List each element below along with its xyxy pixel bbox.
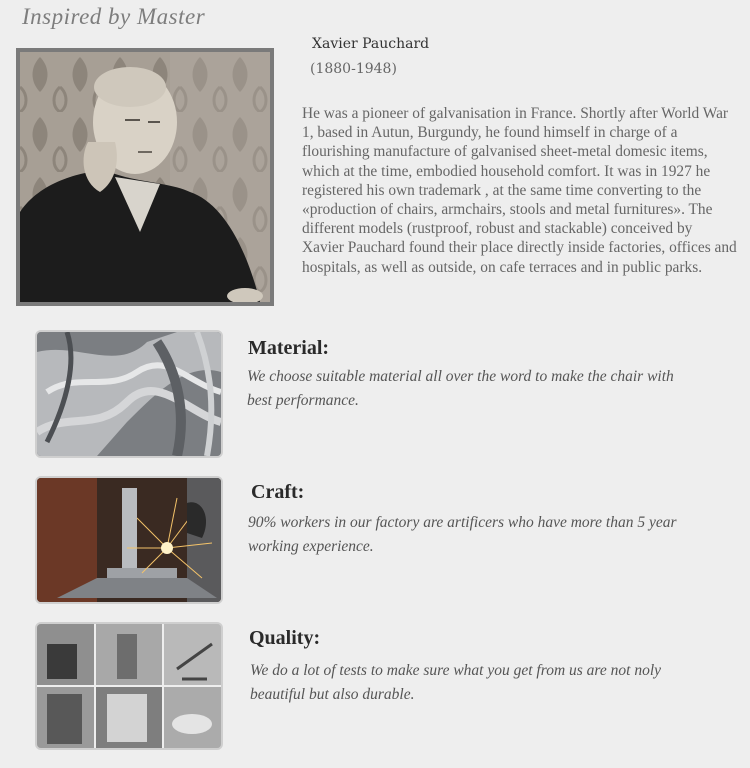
quality-text: We do a lot of tests to make sure what you get from us are not noly beautiful but also durable.	[250, 662, 661, 703]
material-title: Material:	[248, 337, 330, 359]
designer-name: Xavier Pauchard	[312, 36, 430, 52]
material-text: We choose suitable material all over the word to make the chair with best performance.	[247, 368, 674, 409]
quality-title: Quality:	[249, 627, 321, 649]
craft-image	[35, 476, 223, 604]
material-image	[35, 330, 223, 458]
designer-years: (1880-1948)	[310, 61, 397, 77]
section-heading: Inspired by Master	[22, 4, 206, 29]
quality-image	[35, 622, 223, 750]
craft-title: Craft:	[251, 481, 305, 503]
craft-text: 90% workers in our factory are artificers who have more than 5 year working experience.	[248, 514, 677, 555]
designer-portrait	[16, 48, 274, 306]
designer-bio: He was a pioneer of galvanisation in France. Shortly after World War 1, based in Autun, Burgundy, he found himself in charge of a flourishing manufacture of galvanised sheet-metal domesic items, which at the time, embodied household comfort. It was in 1927 he registered his own trademark , at the same time converting to the «production of chairs, armchairs, stools and metal furnitures». The different models (rustproof, robust and stackable) conceived by Xavier Pauchard found their place directly inside factories, offices and hospitals, as well as outside, on cafe terraces and in public parks.	[302, 105, 737, 276]
